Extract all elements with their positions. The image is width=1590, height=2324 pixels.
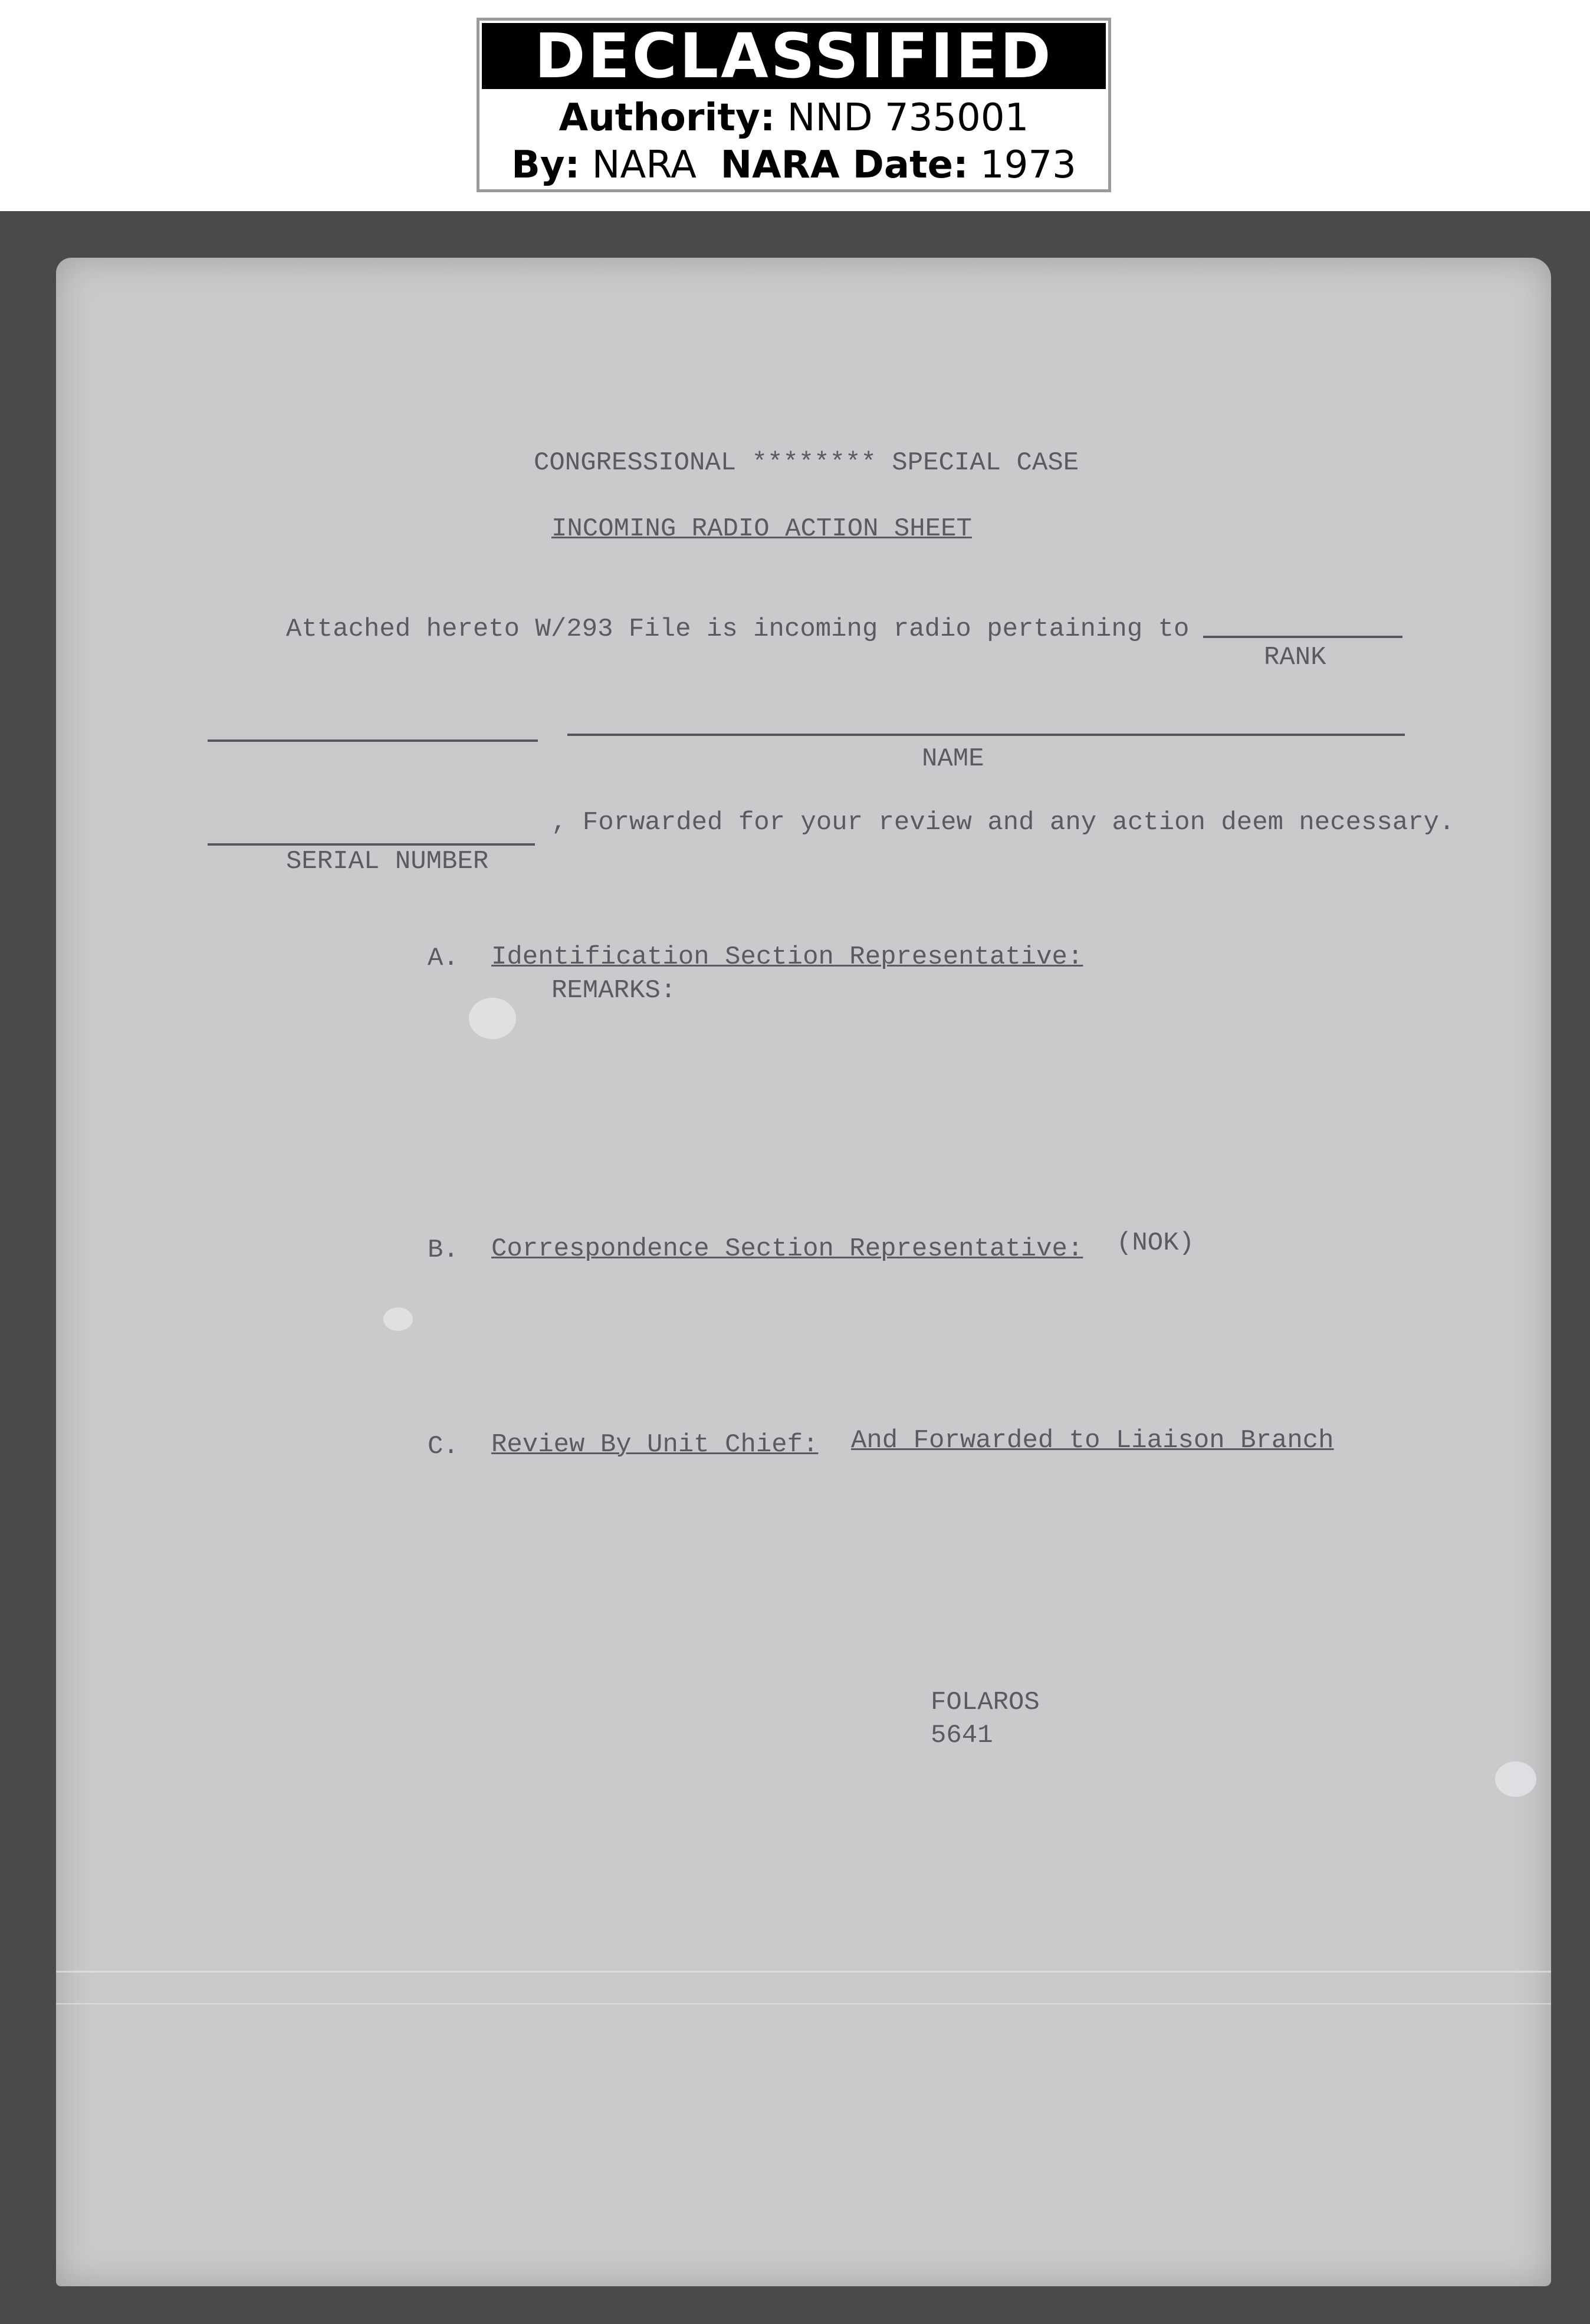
rank-label: RANK — [1264, 643, 1326, 672]
form-header: CONGRESSIONAL ******** SPECIAL CASE — [534, 448, 1079, 478]
paper-blemish — [383, 1307, 413, 1331]
declassified-stamp — [477, 18, 1111, 192]
section-c-letter: C. — [428, 1432, 459, 1461]
section-b-letter: B. — [428, 1235, 459, 1265]
paper-crease — [56, 1971, 1551, 1973]
name-label: NAME — [922, 744, 984, 774]
section-b-note: (NOK) — [1116, 1228, 1195, 1258]
remarks-label: REMARKS: — [551, 976, 676, 1005]
section-a-title: Identification Section Representative: — [491, 942, 1083, 972]
stamp-authority-label: Authority: — [559, 96, 776, 140]
form-title: INCOMING RADIO ACTION SHEET — [551, 514, 972, 544]
section-c-note: And Forwarded to Liaison Branch — [851, 1426, 1334, 1455]
serial-number-label: SERIAL NUMBER — [286, 847, 489, 876]
section-b-title: Correspondence Section Representative: — [491, 1234, 1083, 1264]
stamp-title: DECLASSIFIED — [482, 23, 1106, 89]
forward-line: , Forwarded for your review and any action deem necessary. — [551, 808, 1455, 837]
rank-blank — [1203, 636, 1402, 638]
section-c-title: Review By Unit Chief: — [491, 1430, 819, 1460]
stamp-authority-line — [479, 96, 1108, 140]
attached-line: Attached hereto W/293 File is incoming radio pertaining to — [286, 614, 1190, 644]
paper-blemish — [469, 998, 516, 1039]
stamp-authority-value: NND 735001 — [787, 96, 1029, 140]
section-a-letter: A. — [428, 944, 459, 973]
stamp-by-label: By: — [511, 143, 580, 187]
stamp-date-label: NARA Date: — [720, 143, 968, 187]
stamp-by-line — [479, 143, 1108, 187]
stamp-by-value: NARA — [592, 143, 697, 187]
signature-name: FOLAROS — [931, 1688, 1040, 1717]
stamp-date-value: 1973 — [980, 143, 1076, 187]
signature-number: 5641 — [931, 1721, 993, 1750]
name-blank-last — [567, 734, 1405, 736]
name-blank-first — [208, 739, 538, 742]
document-page — [56, 258, 1551, 2286]
serial-number-blank — [208, 843, 535, 846]
paper-blemish — [1495, 1761, 1536, 1797]
paper-crease — [56, 2003, 1551, 2004]
